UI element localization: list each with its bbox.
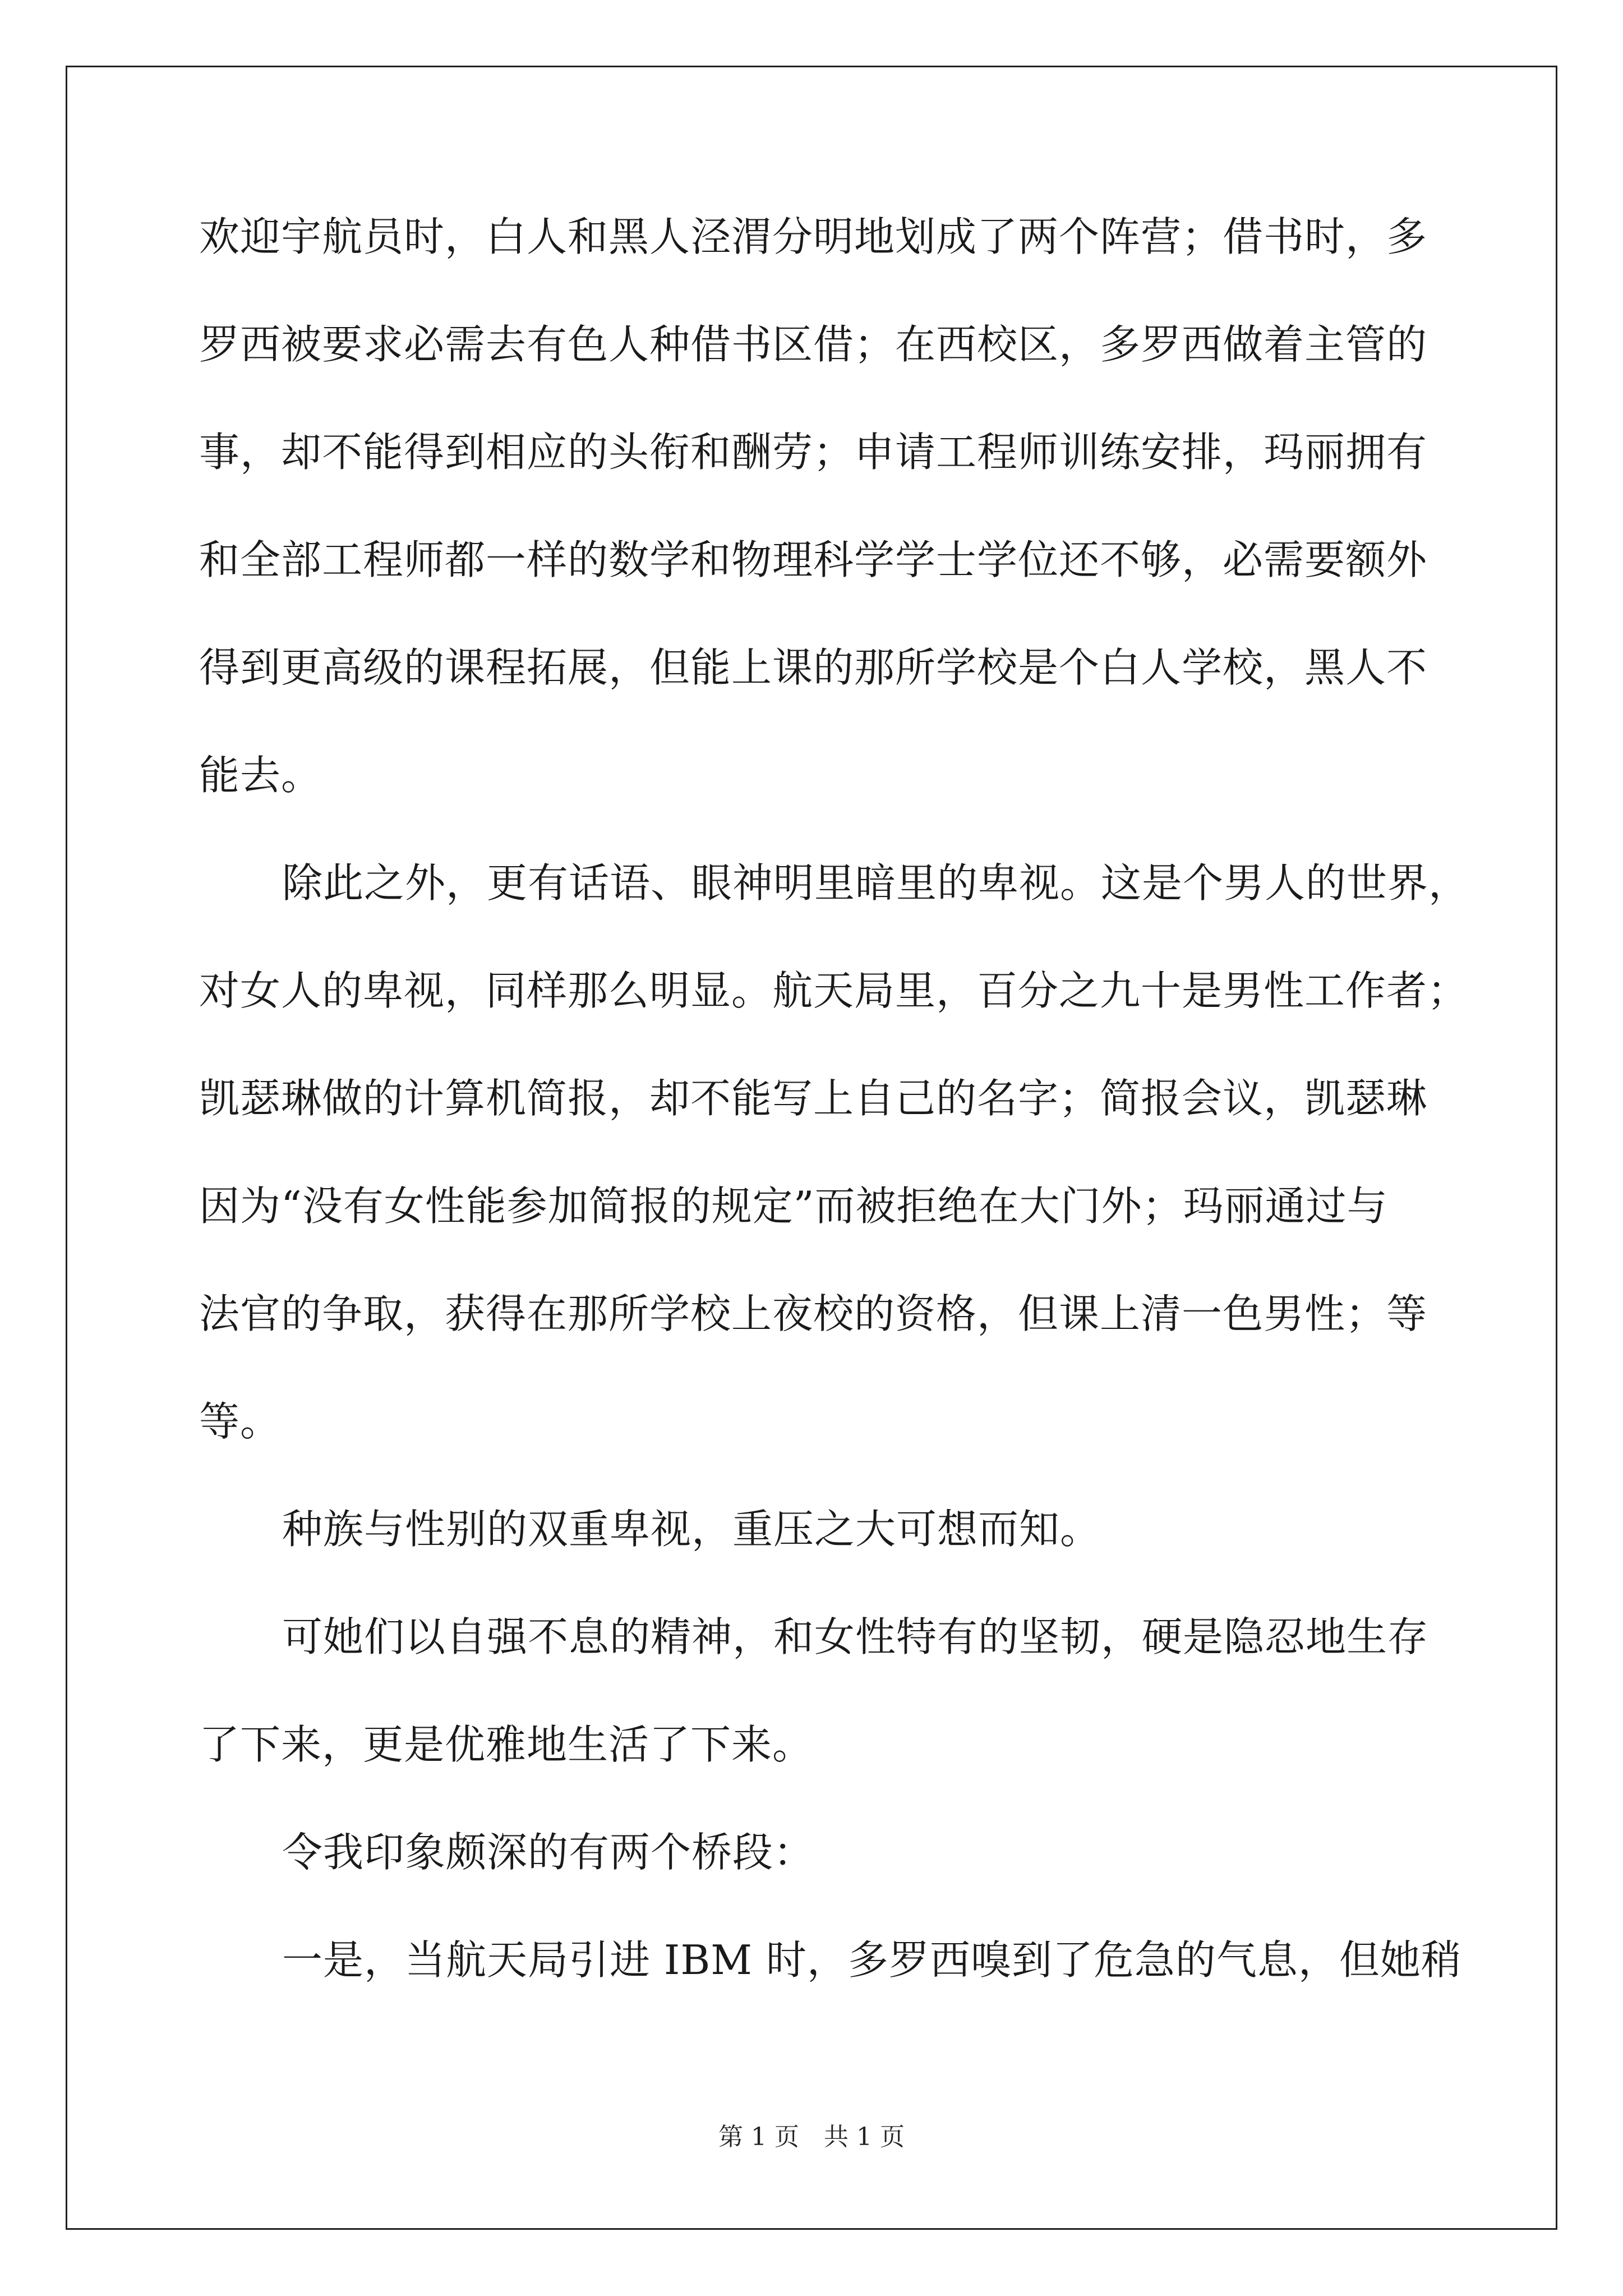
text-line: 欢迎宇航员时，白人和黑人泾渭分明地划成了两个阵营；借书时，多 bbox=[199, 213, 1428, 260]
document-body bbox=[199, 203, 1470, 2034]
text-line: 事，却不能得到相应的头衔和酬劳；申请工程师训练安排，玛丽拥有 bbox=[199, 429, 1428, 476]
text-line: 等。 bbox=[199, 1398, 282, 1445]
text-line: 罗西被要求必需去有色人种借书区借；在西校区，多罗西做着主管的 bbox=[199, 321, 1428, 368]
page-number: 第 1 页 bbox=[718, 2123, 799, 2151]
paragraph-first-line: 一是，当航天局引进 IBM 时，多罗西嗅到了危急的气息，但她稍 bbox=[282, 1936, 1462, 1984]
text-line: 凯瑟琳做的计算机简报，却不能写上自己的名字；简报会议，凯瑟琳 bbox=[199, 1075, 1428, 1122]
text-line: 得到更高级的课程拓展，但能上课的那所学校是个白人学校，黑人不 bbox=[199, 644, 1428, 691]
text-line: 能去。 bbox=[199, 752, 322, 799]
paragraph-first-line: 令我印象颇深的有两个桥段： bbox=[282, 1829, 815, 1876]
text-line: 了下来，更是优雅地生活了下来。 bbox=[199, 1721, 814, 1768]
text-line: 和全部工程师都一样的数学和物理科学学士学位还不够，必需要额外 bbox=[199, 536, 1428, 583]
text-line: 法官的争取，获得在那所学校上夜校的资格，但课上清一色男性；等 bbox=[199, 1290, 1428, 1337]
text-line: 对女人的卑视，同样那么明显。航天局里，百分之九十是男性工作者； bbox=[199, 967, 1469, 1014]
paragraph-first-line: 可她们以自强不息的精神，和女性特有的坚韧，硬是隐忍地生存 bbox=[282, 1613, 1429, 1660]
paragraph-first-line: 除此之外，更有话语、眼神明里暗里的卑视。这是个男人的世界， bbox=[282, 859, 1470, 907]
page-footer bbox=[0, 2120, 1623, 2154]
paragraph-first-line: 种族与性别的双重卑视，重压之大可想而知。 bbox=[282, 1506, 1101, 1553]
page-total: 共 1 页 bbox=[824, 2123, 905, 2151]
text-line: 因为“没有女性能参加简报的规定”而被拒绝在大门外；玛丽通过与 bbox=[199, 1182, 1388, 1230]
